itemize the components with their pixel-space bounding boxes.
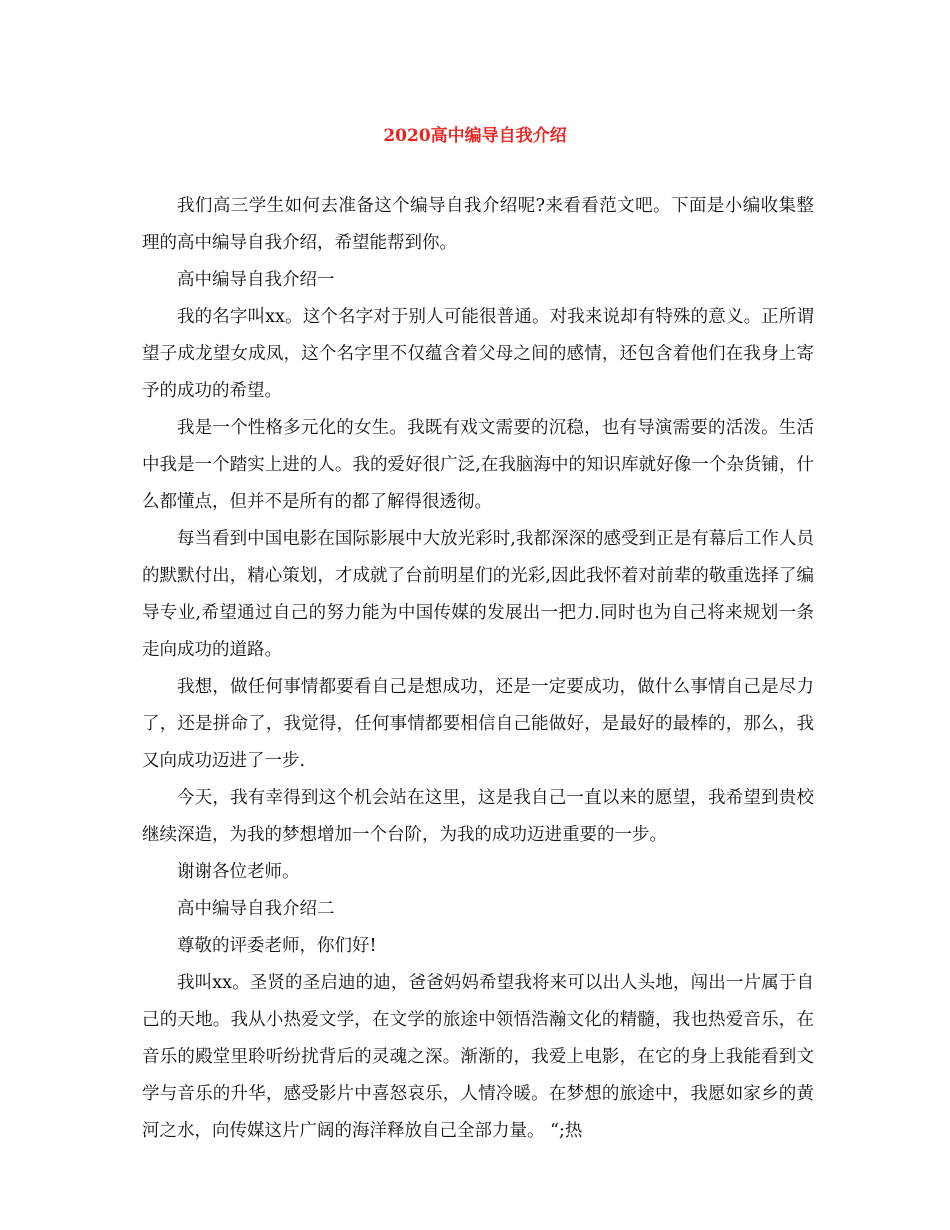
section-heading-one: 高中编导自我介绍一: [177, 270, 335, 290]
paragraph: 我的名字叫xx。这个名字对于别人可能很普通。对我来说却有特殊的意义。正所谓望子成龙望女成凤，这个名字里不仅蕴含着父母之间的感情，还包含着他们在我身上寄予的成功的希望。: [142, 307, 814, 401]
paragraph: 每当看到中国电影在国际影展中大放光彩时,我都深深的感受到正是有幕后工作人员的默默付出，精心策划，才成就了台前明星们的光彩,因此我怀着对前辈的敬重选择了编导专业,希望通过自己的努力能为中国传媒的发展出一把力.同时也为自己将来规划一条走向成功的道路。: [142, 529, 814, 660]
paragraph: 我想，做任何事情都要看自己是想成功，还是一定要成功，做什么事情自己是尽力了，还是拼命了，我觉得，任何事情都要相信自己能做好，是最好的最棒的，那么，我又向成功迈进了一步.: [142, 677, 814, 771]
paragraph-thanks: 谢谢各位老师。: [177, 862, 300, 882]
paragraph: 我是一个性格多元化的女生。我既有戏文需要的沉稳，也有导演需要的活泼。生活中我是一个踏实上进的人。我的爱好很广泛,在我脑海中的知识库就好像一个杂货铺，什么都懂点，但并不是所有的都了解得很透彻。: [142, 418, 814, 512]
paragraph-intro: 我们高三学生如何去准备这个编导自我介绍呢?来看看范文吧。下面是小编收集整理的高中编导自我介绍，希望能帮到你。: [142, 196, 814, 253]
paragraph: 今天，我有幸得到这个机会站在这里，这是我自己一直以来的愿望，我希望到贵校继续深造，为我的梦想增加一个台阶，为我的成功迈进重要的一步。: [142, 788, 814, 845]
paragraph-greeting: 尊敬的评委老师，你们好!: [177, 936, 377, 956]
document-title: 2020高中编导自我介绍: [383, 126, 567, 146]
paragraph: 我叫xx。圣贤的圣启迪的迪，爸爸妈妈希望我将来可以出人头地，闯出一片属于自己的天地。我从小热爱文学，在文学的旅途中领悟浩瀚文化的精髓，我也热爱音乐，在音乐的殿堂里聆听纷扰背后的灵魂之深。渐渐的，我爱上电影，在它的身上我能看到文学与音乐的升华，感受影片中喜怒哀乐，人情冷暖。在梦想的旅途中，我愿如家乡的黄河之水，向传媒这片广阔的海洋释放自己全部力量。 “;热: [142, 973, 814, 1141]
document-body: [142, 188, 814, 1150]
section-heading-two: 高中编导自我介绍二: [177, 899, 335, 919]
